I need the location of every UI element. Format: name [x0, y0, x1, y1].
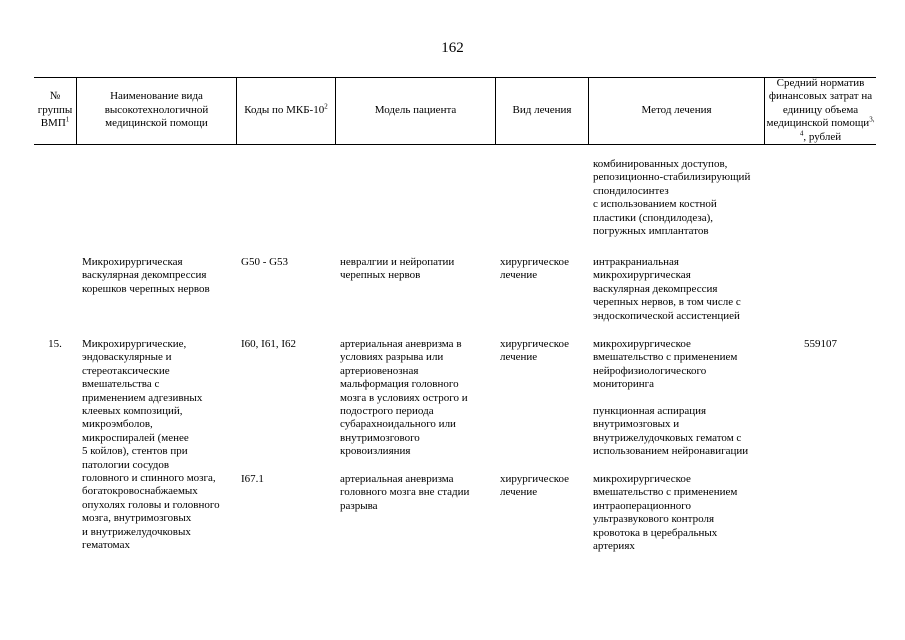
care-type-name: Микрохирургическая васкулярная декомпрессия корешков черепных нервов: [82, 256, 210, 295]
header-group-number-text: № группы ВМП: [37, 90, 73, 130]
treatment-method: микрохирургическое вмешательство с применением нейрофизиологического мониторинга: [593, 338, 738, 391]
treatment-type: хирургическое лечение: [500, 338, 570, 364]
header-treatment-method-text: Метод лечения: [641, 103, 712, 116]
average-cost-value: 559107: [804, 338, 837, 350]
header-average-cost: [765, 77, 876, 144]
patient-model: артериальная аневризма в условиях разрыва или артериовенозная мальформация головного мозга в условиях острого и подострого периода субарахноидального или внутримозгового кровоизлияния: [340, 338, 468, 458]
group-number: 15.: [48, 338, 62, 350]
treatment-type: хирургическое лечение: [500, 256, 570, 282]
header-care-type-text: Наименование вида высокотехнологичной медицинской помощи: [104, 90, 209, 130]
icd-codes: G50 - G53: [241, 256, 289, 268]
header-average-cost-text: Средний норматив финансовых затрат на единицу объема медицинской помощи: [766, 76, 873, 130]
header-patient-model-text: Модель пациента: [374, 103, 457, 116]
header-icd-codes-text: Коды по МКБ-10: [244, 103, 325, 116]
header-care-type: [77, 77, 236, 144]
continued-method-text: комбинированных доступов, репозиционно-стабилизирующий спондилосинтез с использованием костной пластики (спондилодеза), погружных имплантатов: [593, 158, 751, 238]
header-treatment-type: [496, 77, 588, 144]
icd-codes: I67.1: [241, 473, 264, 485]
header-treatment-type-text: Вид лечения: [512, 103, 572, 116]
table-header-bottom-rule: [34, 144, 876, 145]
header-average-cost-unit: , рублей: [803, 130, 842, 143]
treatment-method: микрохирургическое вмешательство с применением интраоперационного ультразвукового контроля кровотока в церебральных артериях: [593, 473, 738, 553]
footnote-mark: 2: [324, 102, 328, 111]
footnote-mark: 3, 4: [799, 115, 875, 138]
footnote-mark: 1: [65, 115, 70, 124]
patient-model: артериальная аневризма головного мозга вне стадии разрыва: [340, 473, 470, 512]
care-type-name: Микрохирургические, эндоваскулярные и стереотаксические вмешательства с применением адгезивных клеевых композиций, микроэмболов, микроспиралей (менее 5 койлов), стентов при патологии сосудов головного и спинного мозга, богатокровоснабжаемых опухолях головы и головного мозга, внутримозговых и внутрижелудочковых гематомах: [82, 338, 220, 552]
treatment-method: интракраниальная микрохирургическая васкулярная декомпрессия черепных нервов, в том числе с эндоскопической ассистенцией: [593, 256, 741, 322]
icd-codes: I60, I61, I62: [241, 338, 296, 350]
treatment-method: пункционная аспирация внутримозговых и внутрижелудочковых гематом с использованием нейронавигации: [593, 405, 749, 458]
page-number: 162: [441, 40, 464, 56]
header-icd-codes: [237, 77, 335, 144]
treatment-type: хирургическое лечение: [500, 473, 570, 499]
header-group-number: [34, 77, 76, 144]
header-treatment-method: [589, 77, 764, 144]
header-patient-model: [336, 77, 495, 144]
patient-model: невралгии и нейропатии черепных нервов: [340, 256, 455, 282]
